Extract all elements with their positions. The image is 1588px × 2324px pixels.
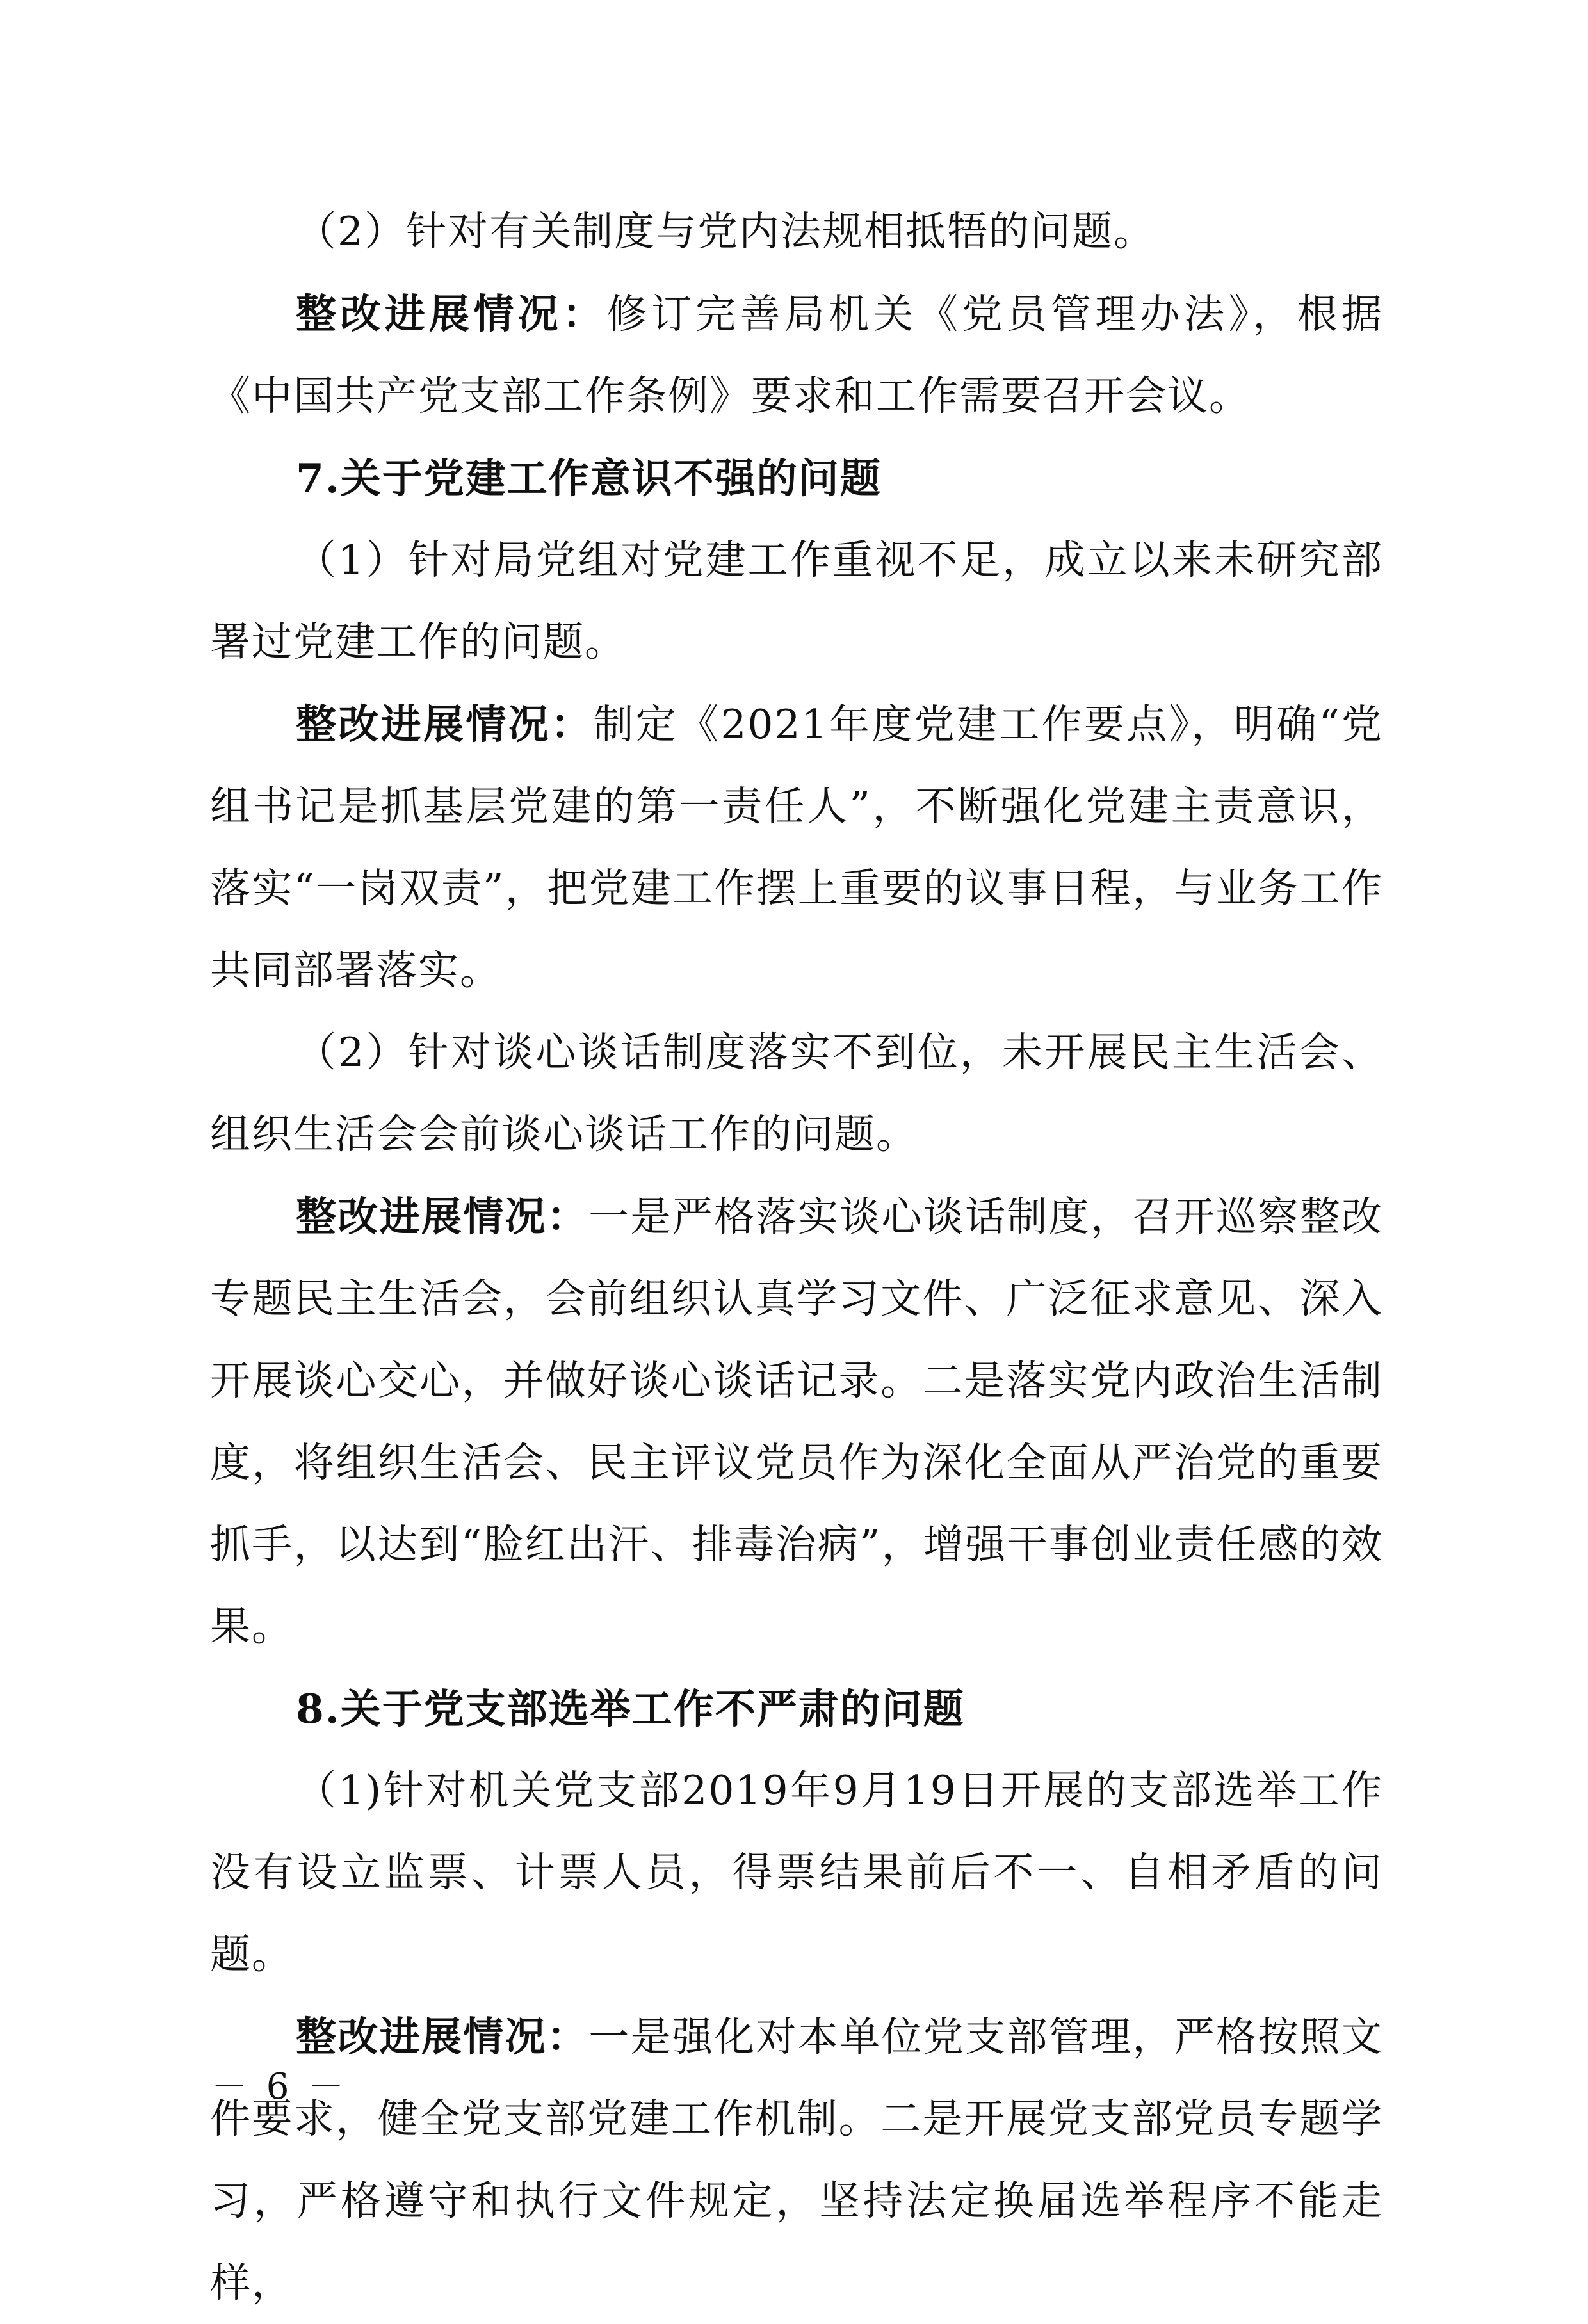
body-text xyxy=(210,191,1383,2324)
page-number: － 6 － xyxy=(211,2066,348,2108)
heading-text: 7.关于党建工作意识不强的问题 xyxy=(296,455,882,502)
paragraph-text: 一是强化对本单位党支部管理，严格按照文件要求，健全党支部党建工作机制。二是开展党支部党员专题学习，严格遵守和执行文件规定，坚持法定换届选举程序不能走样， xyxy=(210,2013,1384,2306)
paragraph-text: 修订完善局机关《党员管理办法》，根据《中国共产党支部工作条例》要求和工作需要召开会议。 xyxy=(210,291,1384,419)
section-heading xyxy=(210,437,1383,519)
paragraph-text: （1)针对机关党支部2019年9月19日开展的支部选举工作没有设立监票、计票人员，得票结果前后不一、自相矛盾的问题。 xyxy=(210,1767,1383,1978)
heading-text: 8.关于党支部选举工作不严肃的问题 xyxy=(296,1685,965,1732)
paragraph-item xyxy=(210,191,1383,273)
paragraph-progress xyxy=(210,683,1383,1012)
paragraph-text: （1）针对局党组对党建工作重视不足，成立以来未研究部署过党建工作的问题。 xyxy=(210,537,1383,665)
paragraph-progress xyxy=(210,1996,1383,2324)
paragraph-progress xyxy=(210,1175,1383,1668)
progress-label: 整改进展情况： xyxy=(296,290,607,337)
paragraph-item xyxy=(210,519,1383,683)
paragraph-item xyxy=(210,1012,1383,1175)
section-heading xyxy=(210,1668,1383,1750)
paragraph-item xyxy=(210,1750,1383,1996)
paragraph-text: （2）针对谈心谈话制度落实不到位，未开展民主生活会、组织生活会会前谈心谈话工作的问题。 xyxy=(210,1029,1383,1158)
progress-label: 整改进展情况： xyxy=(296,1193,589,1240)
paragraph-progress xyxy=(210,273,1383,437)
progress-label: 整改进展情况： xyxy=(296,700,594,748)
progress-label: 整改进展情况： xyxy=(296,2013,589,2060)
paragraph-text: 制定《2021年度党建工作要点》，明确“党组书记是抓基层党建的第一责任人”，不断强化党建主责意识，落实“一岗双责”，把党建工作摆上重要的议事日程，与业务工作共同部署落实。 xyxy=(210,701,1383,994)
paragraph-text: （2）针对有关制度与党内法规相抵牾的问题。 xyxy=(296,208,1156,255)
paragraph-text: 一是严格落实谈心谈话制度，召开巡察整改专题民主生活会，会前组织认真学习文件、广泛征求意见、深入开展谈心交心，并做好谈心谈话记录。二是落实党内政治生活制度，将组织生活会、民主评议党员作为深化全面从严治党的重要抓手，以达到“脸红出汗、排毒治病”，增强干事创业责任感的效果。 xyxy=(210,1193,1384,1650)
